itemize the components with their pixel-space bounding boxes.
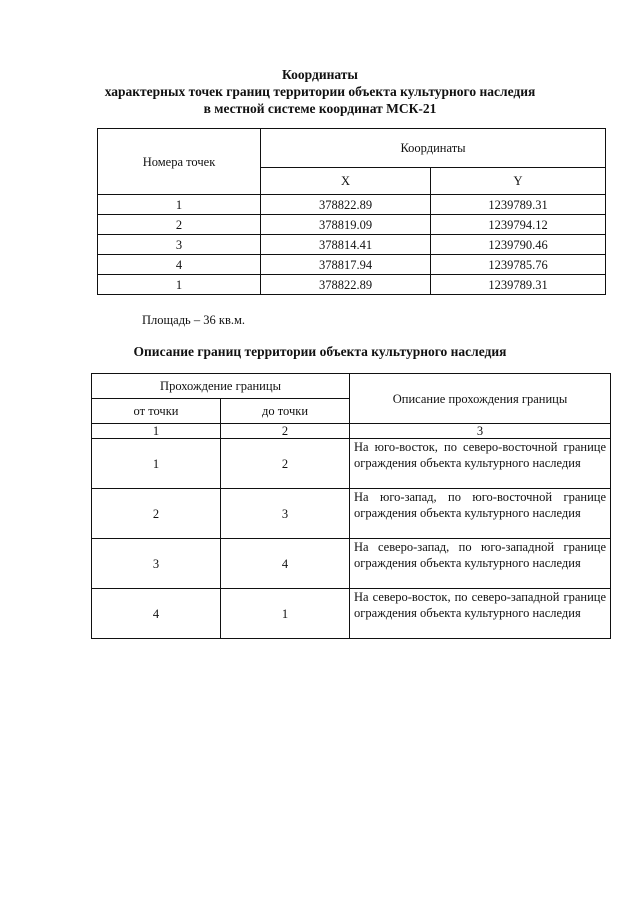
x-value: 378817.94 — [261, 255, 431, 275]
to-point: 1 — [221, 589, 350, 639]
passage-description — [350, 539, 611, 589]
boundary-description-table — [91, 373, 611, 639]
area-text: Площадь – 36 кв.м. — [142, 313, 246, 327]
column-number-2: 2 — [221, 424, 350, 439]
to-point: 3 — [221, 489, 350, 539]
table-row — [92, 489, 611, 539]
table-row — [92, 539, 611, 589]
to-point: 4 — [221, 539, 350, 589]
passage-description-text: На северо-запад, по юго-западной границе ограждения объекта культурного наследия — [354, 540, 607, 570]
table-row — [98, 235, 606, 255]
header-boundary-passage: Прохождение границы — [92, 374, 350, 399]
x-value: 378822.89 — [261, 275, 431, 295]
point-number: 1 — [98, 195, 261, 215]
passage-description-text: На юго-восток, по северо-восточной границе ограждения объекта культурного наследия — [354, 440, 607, 470]
y-value: 1239789.31 — [431, 275, 606, 295]
header-point-numbers: Номера точек — [98, 129, 261, 195]
table-row — [98, 215, 606, 235]
passage-description — [350, 439, 611, 489]
header-y: Y — [431, 168, 606, 195]
column-number-1: 1 — [92, 424, 221, 439]
x-value: 378819.09 — [261, 215, 431, 235]
header-from-point: от точки — [92, 399, 221, 424]
y-value: 1239789.31 — [431, 195, 606, 215]
x-value: 378822.89 — [261, 195, 431, 215]
header-coordinates: Координаты — [261, 129, 606, 168]
point-number: 2 — [98, 215, 261, 235]
y-value: 1239785.76 — [431, 255, 606, 275]
from-point: 3 — [92, 539, 221, 589]
point-number: 4 — [98, 255, 261, 275]
coordinates-table — [97, 128, 606, 295]
to-point: 2 — [221, 439, 350, 489]
x-value: 378814.41 — [261, 235, 431, 255]
y-value: 1239794.12 — [431, 215, 606, 235]
document-title — [0, 66, 640, 117]
header-to-point: до точки — [221, 399, 350, 424]
title-line-3: в местной системе координат МСК-21 — [203, 101, 437, 116]
from-point: 2 — [92, 489, 221, 539]
title-line-2: характерных точек границ территории объекта культурного наследия — [104, 84, 536, 99]
column-number-3: 3 — [350, 424, 611, 439]
table-row — [92, 589, 611, 639]
table-row — [98, 275, 606, 295]
title-line-1: Координаты — [282, 67, 358, 82]
passage-description-text: На юго-запад, по юго-восточной границе ограждения объекта культурного наследия — [354, 490, 607, 520]
description-title: Описание границ территории объекта культурного наследия — [133, 344, 507, 359]
passage-description-text: На северо-восток, по северо-западной границе ограждения объекта культурного наследия — [354, 590, 607, 620]
from-point: 4 — [92, 589, 221, 639]
point-number: 1 — [98, 275, 261, 295]
point-number: 3 — [98, 235, 261, 255]
from-point: 1 — [92, 439, 221, 489]
passage-description — [350, 589, 611, 639]
passage-description — [350, 489, 611, 539]
table-row — [98, 195, 606, 215]
table-row — [92, 439, 611, 489]
header-x: X — [261, 168, 431, 195]
table-row — [98, 255, 606, 275]
y-value: 1239790.46 — [431, 235, 606, 255]
header-passage-description: Описание прохождения границы — [350, 374, 611, 424]
